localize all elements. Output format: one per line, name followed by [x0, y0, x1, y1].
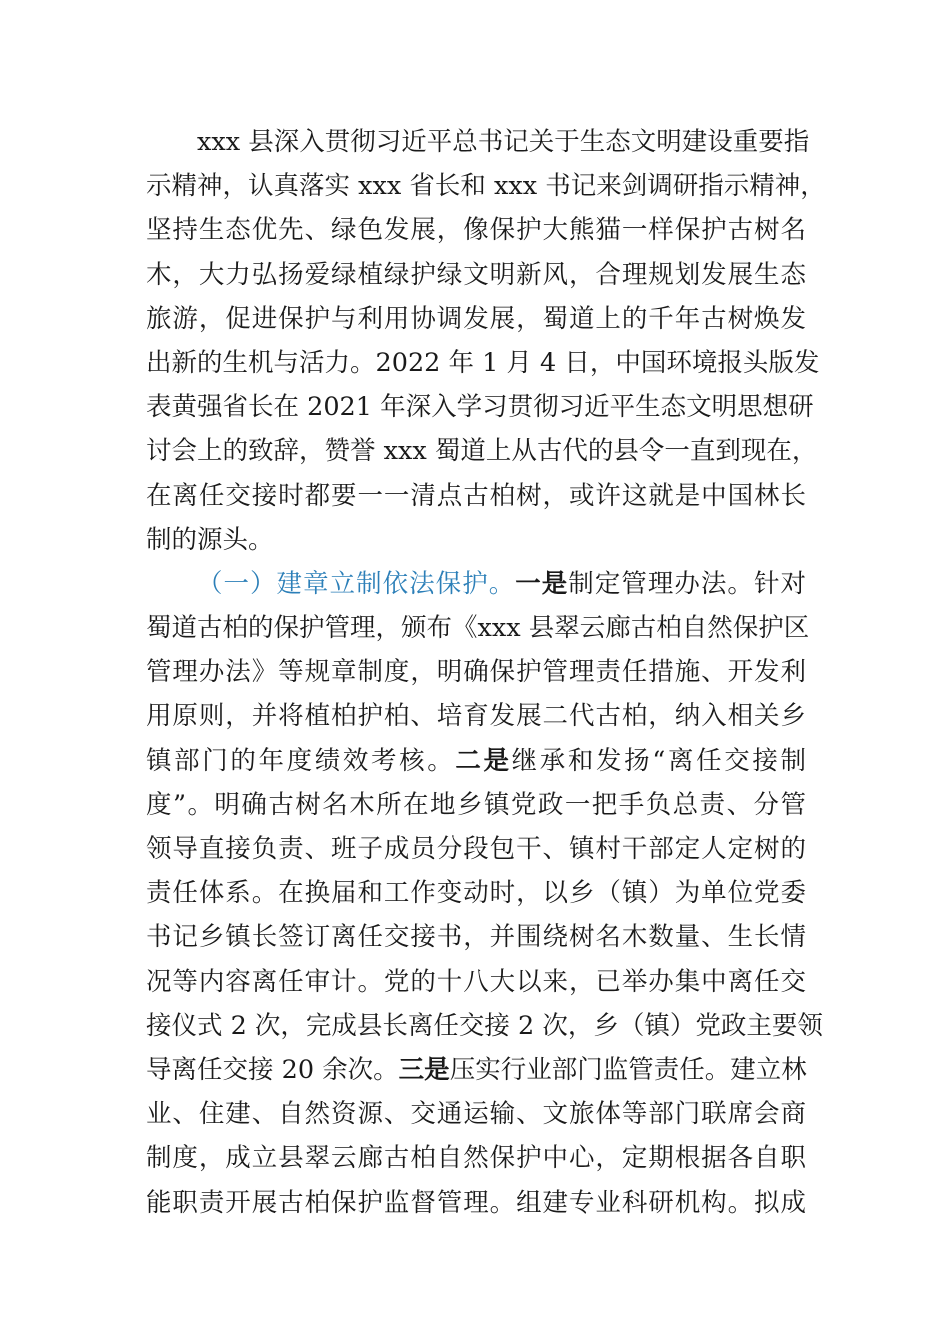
- paragraph2-line-8: 责任体系。在换届和工作变动时，以乡（镇）为单位党委: [146, 878, 806, 909]
- paragraph2-line-1: [146, 562, 806, 606]
- paragraph1-line-2: 示精神，认真落实 xxx 省长和 xxx 书记来剑调研指示精神，: [146, 171, 826, 202]
- paragraph2-line-12: [146, 1048, 806, 1092]
- paragraph2-line-3: 管理办法》等规章制度，明确保护管理责任措施、开发利: [146, 657, 806, 688]
- paragraph2-line-15: 能职责开展古柏保护监督管理。组建专业科研机构。拟成: [146, 1187, 806, 1218]
- paragraph1-line-6: 出新的生机与活力。2022 年 1 月 4 日，中国环境报头版发: [146, 347, 820, 378]
- paragraph1-line-3: 坚持生态优先、绿色发展，像保护大熊猫一样保护古树名: [146, 215, 806, 246]
- paragraph2-line-7: 领导直接负责、班子成员分段包干、镇村干部定人定树的: [146, 834, 806, 864]
- paragraph1-line-7: 表黄强省长在 2021 年深入学习贯彻习近平生态文明思想研: [146, 392, 814, 423]
- point-two-prefix: 镇部门的年度绩效考核。: [146, 745, 456, 776]
- paragraph2-line-2: 蜀道古柏的保护管理，颁布《xxx 县翠云廊古柏自然保护区: [146, 613, 810, 644]
- section-heading: （一）建章立制依法保护。: [197, 568, 516, 599]
- point-three-text: 压实行业部门监管责任。建立林: [449, 1054, 807, 1085]
- paragraph2-line-4: 用原则，并将植柏护柏、培育发展二代古柏，纳入相关乡: [146, 701, 806, 732]
- paragraph2-line-10: 况等内容离任审计。党的十八大以来，已举办集中离任交: [146, 966, 806, 997]
- paragraph2-line-14: 制度，成立县翠云廊古柏自然保护中心，定期根据各自职: [146, 1143, 806, 1174]
- point-two-label: 二是: [455, 745, 512, 776]
- paragraph2-line-11: 接仪式 2 次，完成县长离任交接 2 次，乡（镇）党政主要领: [146, 1010, 823, 1041]
- point-two-text: 继承和发扬“离任交接制: [511, 745, 806, 776]
- paragraph1-line-1: xxx 县深入贯彻习近平总书记关于生态文明建设重要指: [197, 127, 810, 157]
- paragraph1-line-9: 在离任交接时都要一一清点古柏树，或许这就是中国林长: [146, 480, 806, 511]
- document-body: [146, 120, 826, 1225]
- paragraph2-line-13: 业、住建、自然资源、交通运输、文旅体等部门联席会商: [146, 1099, 806, 1130]
- paragraph1-line-10: 制的源头。: [146, 524, 274, 555]
- point-three-label: 三是: [398, 1054, 450, 1085]
- point-one-label: 一是: [515, 568, 569, 599]
- paragraph1-line-8: 讨会上的致辞，赞誉 xxx 蜀道上从古代的县令一直到现在，: [146, 436, 818, 467]
- paragraph1-line-4: 木，大力弘扬爱绿植绿护绿文明新风，合理规划发展生态: [146, 259, 806, 290]
- point-one-text: 制定管理办法。针对: [568, 568, 806, 599]
- paragraph2-line-5: [146, 739, 806, 783]
- paragraph1-line-5: 旅游，促进保护与利用协调发展，蜀道上的千年古树焕发: [146, 303, 806, 334]
- paragraph2-line-6: 度”。明确古树名木所在地乡镇党政一把手负总责、分管: [146, 789, 806, 820]
- paragraph2-line-9: 书记乡镇长签订离任交接书，并围绕树名木数量、生长情: [146, 922, 806, 953]
- point-three-prefix: 导离任交接 20 余次。: [146, 1054, 399, 1085]
